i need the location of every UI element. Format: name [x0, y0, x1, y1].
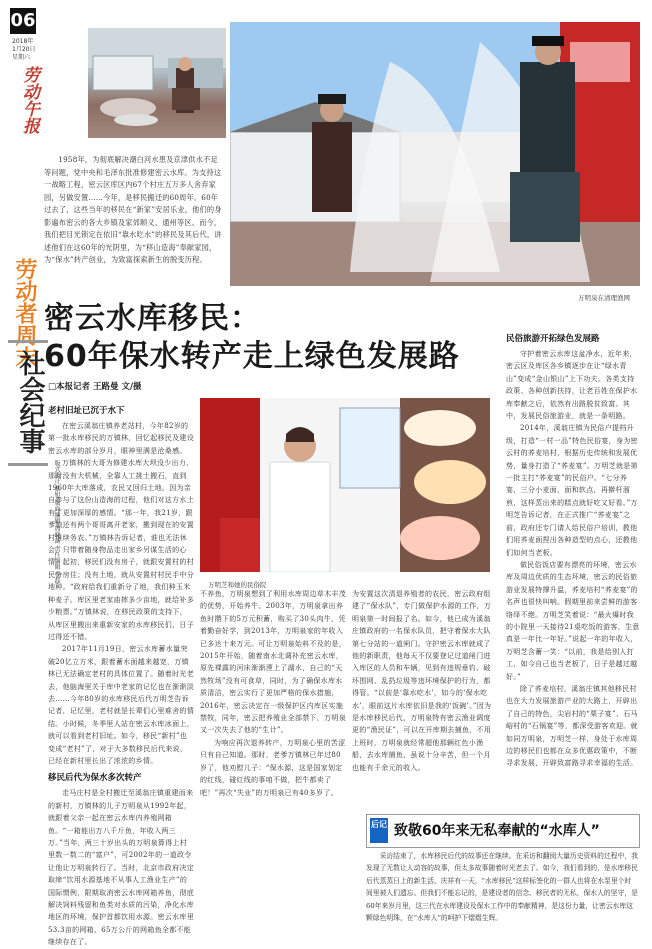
paragraph: 为安置这次清退养殖者的农民，密云政府组建了“保水队”，专门做保护水源的工作，万明泉第一时间报了名。如今，他已成为溪翁庄镇政府的一名保水队员，把守着保水大队第七分站的一道闸门。守护密云水库就成了他的新职责，他每天不仅要登记过道闸门进入库区的人员和车辆，见到有违规垂钓、破坏围网、乱扔垃圾等违环境保护的行为，都得管。“以前是‘靠水吃水’，如今的‘保水吃水’，眼前这片水库依旧是我的‘饭碗’。”因为是水库移民后代，万明泉特有密云渔业调度更的“渔民证”，可以在开库期去捕鱼，不用上班时，万明泉就经常超他那辆红色小渔船，去水库捕鱼，虽说十分辛苦，但一个月也能有千余元的收入。 — [352, 590, 492, 772]
column-4 — [506, 332, 640, 770]
photo-fishermen-nets — [230, 22, 640, 286]
editor-credits: 版式设计 张旭 版面编辑 周晓菡 责任编辑 曹磊 — [53, 460, 60, 584]
photo-caption-top: 万明泉在清理渔网 — [578, 294, 630, 302]
page-number: 06 — [10, 8, 36, 34]
paragraph: 除了荞麦培村，溪翁庄镇其他移民村也在大力发展旅游产业的大路上，开辟出了自己的特色，尖岩村的“栗子宴”、石马峪村的“石锅宴”等，都深受游客欢迎。就如同万明泉，万明芝一样，身处于水库周边的移民们也都在众多优惠政策中，不断寻求发展，开辟致富路寻求幸福的生活。 — [506, 684, 638, 768]
column-1 — [48, 404, 194, 949]
paragraph: 万镇林的大哥为修建水库大坝没少出力，那时没有大机械，全靠人工挑土搬石，直到1960年大库落成，农民又回归土地。因为亲自参与了这份山造海的过程，他们对这方水土有了更加深厚的感情。“那一年，我21岁，跟爹娘还有两个哥哥离开老家，搬到现在的安置村继续务农。”万镇林告诉记者，谁也无法休会，只带着随身物品走出家乡另谋生活的心情。起初，移民们没有房子，就跟安置村的村民分房住；没有土地，就从安置村村民手中分地种。“政府给我们重新分了地，我们种玉米种麦子。库区里老家庙摔多少亩地，就给补多少粮票。”万镇林说，在移民政策的支持下，从库区里搬出来重新安家的水库移民们，日子过得还不错。 — [48, 459, 194, 641]
paragraph: 不养鱼，万明泉想到了利用水库周边草木丰茂的优势，开始养牛。2003年，万明泉拿出养鱼时攒下的5万元积蓄，购买了30头肉牛，凭着勤奋好学，到2013年，万明泉家的年收入已多达十来万元。可让万明泉始料不及的是，2015年开始，随着南水北调补充密云水库，原先裸露的河床渐渐湮上了湖水，自己的“天然牧场”没有可食草，同时，为了确保水库水质清洁，密云实行了更加严格的保水措施，2016年，密云决定在一级保护区内库区实施禁牧，同年，密云把养殖业全部禁下，万明泉又一次失去了他的“生计”。 — [200, 590, 346, 735]
byline: □本报记者 王路曼 文/摄 — [48, 382, 142, 392]
headline — [44, 300, 499, 376]
paragraph: 2014年，溪翁庄镇为民俗户提档升级，打造“一村一品”特色民俗宴，身为密云村的荞麦培村，根据历史传统和发展优势，量身打造了“荞麦宴”。万明芝就是第一批主打“荞麦宴”的民俗户。“七分养宴，三分小麦面，面和软点，再擀杆溜煎，这样蒸出来的糕点就好吃又好看。”万明芝告诉记者，在正式推广“荞麦宴”之前，政府还专门请人给民俗户培训，教他们用荞麦面捏出各种造型的点心，还教他们如何当老板。 — [506, 424, 638, 557]
photo-woman-restaurant — [200, 398, 490, 572]
date-line — [12, 38, 35, 62]
afterword-tag: 后记 — [370, 818, 388, 843]
paragraph: 走马庄村是全村搬迁至溪翁庄镇重建而来的新村，万镇林的儿子万明泉从1992年起，就跟着父亲一起在密云水库内养殖网箱鱼。“一箱能出万八千斤鱼，年收入两三万。”当年，两三十岁出头的万明泉算得上村里数一数二的“富户”，可2002年的一道政令让他让万明泉转行了。当时，北京市政府决定取缔“饮用水源基地不从事人工渔业生产”的国际惯例，限期取消密云水库网箱养鱼，彻底解决饲料残留和鱼类对水质的污染，净化水库地区的环境，保护首都饮用水源。密云水库里53.3亩的网箱、65万公斤的网箱鱼全都不能继续存在了。 — [48, 789, 194, 947]
column-title: 劳动者周末 — [12, 258, 37, 368]
section-name: 社会纪事 — [15, 350, 45, 454]
date-weekday: 星期六 — [12, 54, 31, 61]
photo-caption-middle: 万明芝和她的民俗院 — [208, 581, 267, 589]
afterword-body: 采访结束了，水库移民后代的故事还在继续。在采访和翻阅大量历史资料的过程中，我发现了无数让人动容的故事，但太多故事随着时光老去了。如今，我们看到的，是水库移民后代蒸蒸日上的新生活。庆祥有一天，“水库移民”这样标签化的一群人也将在水泵里个时间里被人们遗忘。但我们不能忘记的，是建设者的信念、移民者的无私，保水人的坚守，是60年来岁月里，这三代在水库建设及保水工作中的奉献精神，是这份力量，让密云水库这颗绿色明珠，在“水库人”的呵护下熠熠生辉。 — [366, 852, 638, 923]
headline-line-2: 60年保水转产走上绿色发展路 — [44, 339, 460, 374]
subheading-1: 老村旧址已沉于水下 — [48, 406, 125, 416]
paragraph: 为响应再次退养转产，万明泉心里的苦涩只有自己知道。那时，老爹万镇林已年过80岁了，他劝慰儿子：“保水源，这是国家划定的红线，碰红线的事咱不做，把牛都卖了吧！”再次“失业”的万明泉已有40多岁了。 — [200, 738, 346, 797]
paragraph: 2017年11月19日，密云水库蓄水量突破20亿立方米，跟着蓄水面越来越宽，万镇林已无法确定老村的具体位置了。随着时光老去，他脑海里关于库中老家的记忆也在渐渐淡去……今年80岁的水库移民后代万明芝告诉记者，记忆里，老村就是长辈们心里难舍的情结。小时候，冬季里人站在密云水库冰面上，就可以看到老村旧址。如今，移民“新村”也变成“老村”了，对于大多数移民后代来说，已经在新村里长出了浓浓的乡情。 — [48, 645, 194, 765]
column-2 — [200, 588, 346, 799]
column-3 — [352, 588, 492, 774]
masthead-logo: 劳动午报 — [19, 66, 39, 134]
subheading-3: 民俗旅游开拓绿色发展路 — [506, 334, 600, 344]
paragraph: 做民俗饭店要有漂亮的环境，密云水库及周边优质的生态环境，密云的民俗旅游业发展特撑升温，荞麦培村“荞麦宴”的名声也很快叫响。假期里前来尝鲜的游客络绎不绝。万明芝笑着说：“最火爆时我的小院里一天接待21桌吃饭的游客，生意真是一年比一年好。”说起一年的年收入，万明芝含蓄一笑：“以前，我是给别人打工，如今自己也当老板了，日子是越过越好。” — [506, 560, 640, 681]
intro-paragraph: 1958年，为彻底解决潮白河水患及京津供水不足等问题，党中央和毛泽东批准修建密云水库。为支持这一战略工程，密云区库区内67个村庄五万多人舍弃家园，另做安置……今年，是移民搬迁的60周年。60年过去了，这些当年的移民在“新家”安居乐业，他们的身影遍布密云的各大乡镇及家郊顺义、通州等区。而今，我们把目光锁定在依旧“靠水吃水”的移民及其后代，讲述他们在这60年的光阴里，为“移山造海”奉献家园，为“保水”转产创业，为致富探索新生的脱变历程。 — [44, 155, 222, 264]
paragraph: 守护着密云水库这盆净水，近年来，密云区及库区各乡镇逐步在让“绿水青山”变成“金山银山”上下功夫。各类支持政策、各种创新扶持，让老百姓在保护水库奉献之后，依然有出路脱贫致富。其中，发展民俗旅游业，就是一条明路。 — [506, 350, 638, 421]
photo-elder-with-fish — [88, 28, 226, 138]
paragraph: 在密云溪翁庄镇养老站村，今年82岁的第一批水库移民的万镇林，回忆起移民及建设密云水库的部分岁月，眼神里满是沧桑感。 — [48, 422, 194, 455]
date-day: 1月20日 — [12, 46, 36, 53]
afterword-title: 致敬60年来无私奉献的“水库人” — [394, 823, 600, 839]
headline-line-1: 密云水库移民： — [44, 301, 261, 336]
date-year: 2018年 — [12, 38, 34, 45]
subheading-2: 移民后代为保水多次转产 — [48, 773, 142, 784]
